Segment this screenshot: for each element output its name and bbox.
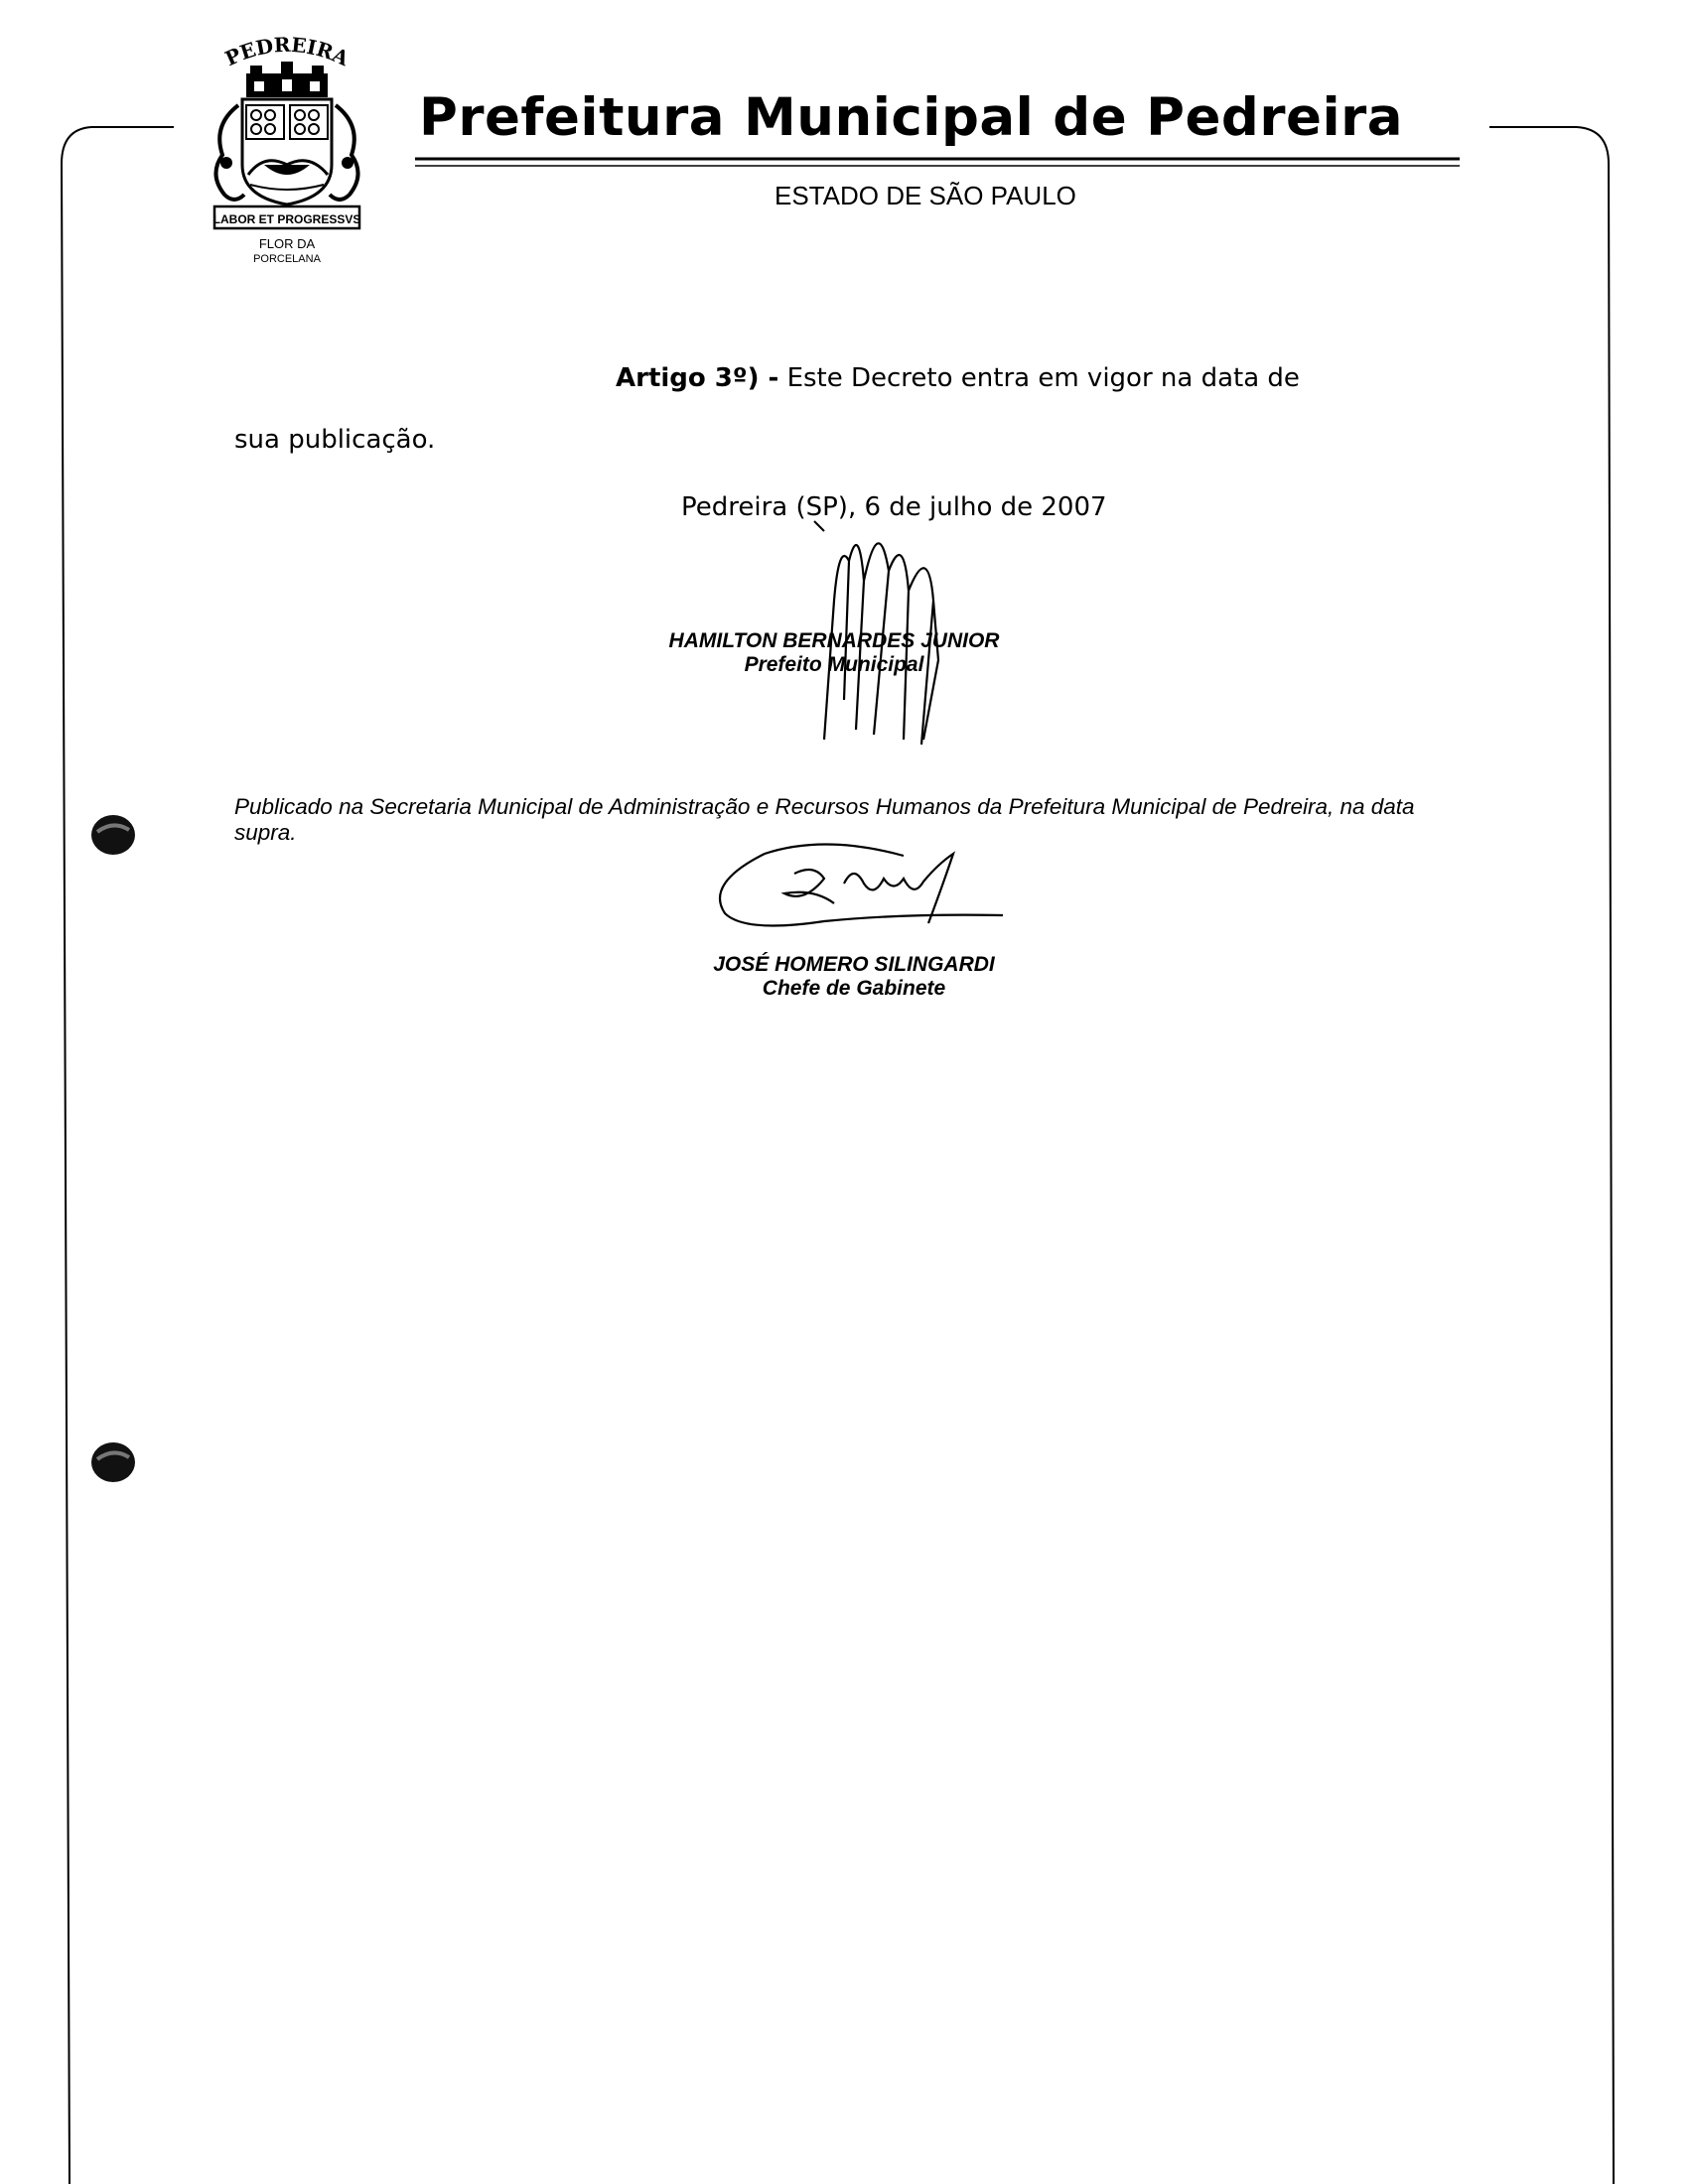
punch-hole-bottom [87,1439,139,1485]
letterhead-title: Prefeitura Municipal de Pedreira [419,87,1404,148]
signature-mayor [794,501,973,750]
svg-text:LABOR ET PROGRESSVS: LABOR ET PROGRESSVS [212,212,361,226]
place-date: Pedreira (SP), 6 de julho de 2007 [681,492,1107,522]
municipal-crest-logo [195,36,379,270]
article-continuation: sua publicação. [234,425,436,455]
svg-text:PEDREIRA: PEDREIRA [221,36,352,71]
article-line [616,363,1300,393]
signatory-1-name: HAMILTON BERNARDES JUNIOR [668,629,1000,652]
article-label: Artigo 3º) - [616,363,779,393]
punch-hole-top [87,812,139,858]
publication-note: Publicado na Secretaria Municipal de Administração e Recursos Humanos da Prefeitura Municipal de Pedreira, na data supra. [234,794,1415,845]
signatory-2-name: JOSÉ HOMERO SILINGARDI [713,953,995,976]
article-text: Este Decreto entra em vigor na data de [786,363,1300,393]
svg-text:PORCELANA: PORCELANA [253,253,321,265]
signatory-1-role: Prefeito Municipal [744,653,924,676]
letterhead-subtitle: ESTADO DE SÃO PAULO [775,181,1076,210]
svg-text:FLOR DA: FLOR DA [258,236,316,251]
signatory-2-role: Chefe de Gabinete [762,977,946,1000]
signature-chief-of-staff [705,834,1023,943]
